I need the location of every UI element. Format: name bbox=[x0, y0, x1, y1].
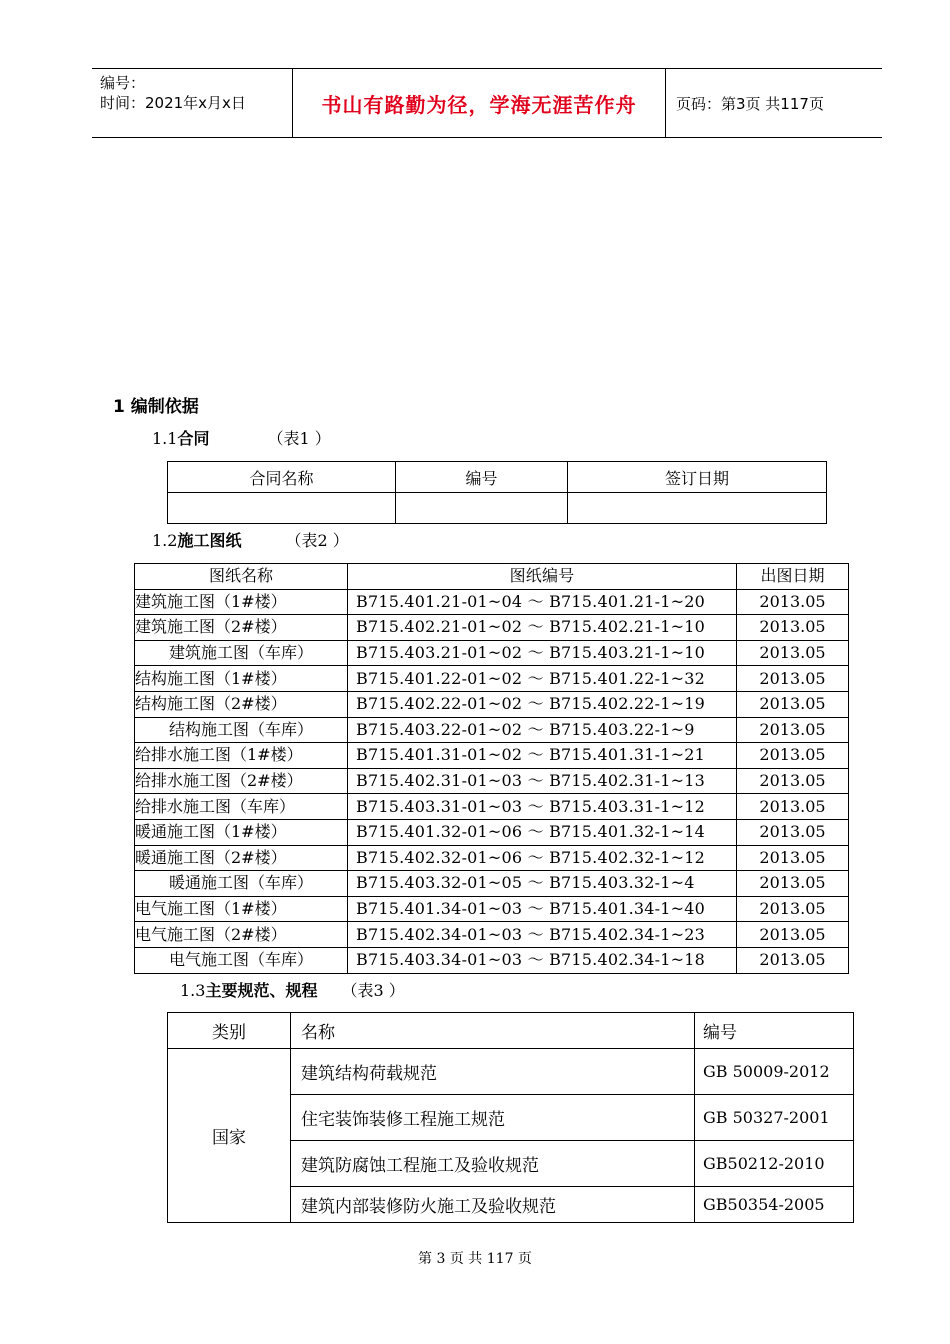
subsection-1-2 bbox=[152, 528, 349, 551]
drawing-name: 暖通施工图（2#楼） bbox=[135, 845, 348, 871]
header-cell: 合同名称 bbox=[168, 462, 396, 493]
standard-name: 住宅装饰装修工程施工规范 bbox=[291, 1095, 695, 1141]
time-label: 时间：2021年x月x日 bbox=[100, 94, 246, 112]
table-header-row bbox=[168, 462, 827, 493]
table-header-row bbox=[168, 1013, 854, 1049]
code-label: 编号： bbox=[100, 74, 146, 92]
drawing-name: 给排水施工图（车库） bbox=[135, 794, 348, 820]
drawing-date: 2013.05 bbox=[737, 845, 849, 871]
subsection-title: 合同 bbox=[177, 429, 210, 448]
drawing-date: 2013.05 bbox=[737, 947, 849, 973]
drawing-date: 2013.05 bbox=[737, 819, 849, 845]
header-motto: 书山有路勤为径，学海无涯苦作舟 bbox=[321, 92, 637, 117]
drawing-date: 2013.05 bbox=[737, 640, 849, 666]
table-row bbox=[135, 947, 849, 973]
header-divider bbox=[665, 69, 666, 137]
drawing-number: B715.401.21-01~04 ～ B715.401.21-1~20 bbox=[348, 589, 737, 615]
standard-code: GB50354-2005 bbox=[695, 1187, 854, 1223]
header-cell: 图纸编号 bbox=[348, 564, 737, 590]
header-meta bbox=[100, 73, 290, 113]
section-title: 1 编制依据 bbox=[113, 397, 199, 417]
subsection-number: 1.1 bbox=[152, 429, 178, 448]
drawing-date: 2013.05 bbox=[737, 691, 849, 717]
page-header bbox=[92, 68, 882, 138]
table-tag: （表2 ） bbox=[285, 531, 349, 550]
drawing-name: 结构施工图（2#楼） bbox=[135, 691, 348, 717]
table-header-row bbox=[135, 564, 849, 590]
table-row bbox=[135, 615, 849, 641]
drawing-date: 2013.05 bbox=[737, 589, 849, 615]
table-row bbox=[135, 768, 849, 794]
standard-name: 建筑结构荷载规范 bbox=[291, 1049, 695, 1095]
table-row bbox=[135, 743, 849, 769]
drawing-name: 给排水施工图（2#楼） bbox=[135, 768, 348, 794]
header-cell: 签订日期 bbox=[568, 462, 827, 493]
subsection-number: 1.2 bbox=[152, 531, 178, 550]
header-cell: 图纸名称 bbox=[135, 564, 348, 590]
table-cell bbox=[568, 493, 827, 524]
subsection-title: 主要规范、规程 bbox=[205, 981, 318, 1000]
drawing-name: 电气施工图（1#楼） bbox=[135, 896, 348, 922]
standard-name: 建筑防腐蚀工程施工及验收规范 bbox=[291, 1141, 695, 1187]
table-row bbox=[168, 493, 827, 524]
standard-code: GB 50009-2012 bbox=[695, 1049, 854, 1095]
drawing-name: 结构施工图（1#楼） bbox=[135, 666, 348, 692]
drawing-number: B715.402.22-01~02 ～ B715.402.22-1~19 bbox=[348, 691, 737, 717]
header-cell: 出图日期 bbox=[737, 564, 849, 590]
subsection-number: 1.3 bbox=[180, 981, 206, 1000]
drawing-number: B715.401.22-01~02 ～ B715.401.22-1~32 bbox=[348, 666, 737, 692]
subsection-title: 施工图纸 bbox=[177, 531, 242, 550]
drawing-date: 2013.05 bbox=[737, 615, 849, 641]
header-cell: 编号 bbox=[396, 462, 568, 493]
drawing-name: 建筑施工图（2#楼） bbox=[135, 615, 348, 641]
standard-code: GB50212-2010 bbox=[695, 1141, 854, 1187]
drawing-date: 2013.05 bbox=[737, 896, 849, 922]
page-footer: 第 3 页 共 117 页 bbox=[418, 1251, 532, 1267]
standard-code: GB 50327-2001 bbox=[695, 1095, 854, 1141]
table-row bbox=[135, 871, 849, 897]
standard-name: 建筑内部装修防火施工及验收规范 bbox=[291, 1187, 695, 1223]
drawing-number: B715.402.34-01~03 ～ B715.402.34-1~23 bbox=[348, 922, 737, 948]
table-row bbox=[168, 1049, 854, 1095]
table-row bbox=[135, 845, 849, 871]
drawing-number: B715.401.32-01~06 ～ B715.401.32-1~14 bbox=[348, 819, 737, 845]
drawing-date: 2013.05 bbox=[737, 871, 849, 897]
drawing-number: B715.402.32-01~06 ～ B715.402.32-1~12 bbox=[348, 845, 737, 871]
header-page-label: 页码：第3页 共117页 bbox=[676, 94, 824, 113]
contract-table bbox=[167, 461, 827, 524]
table-row bbox=[135, 691, 849, 717]
drawing-number: B715.403.21-01~02 ～ B715.403.21-1~10 bbox=[348, 640, 737, 666]
drawing-date: 2013.05 bbox=[737, 717, 849, 743]
table-row bbox=[135, 589, 849, 615]
drawing-number: B715.401.34-01~03 ～ B715.401.34-1~40 bbox=[348, 896, 737, 922]
drawing-number: B715.401.31-01~02 ～ B715.401.31-1~21 bbox=[348, 743, 737, 769]
drawing-number: B715.403.22-01~02 ～ B715.403.22-1~9 bbox=[348, 717, 737, 743]
table-row bbox=[135, 922, 849, 948]
standards-table bbox=[167, 1012, 854, 1223]
drawing-number: B715.402.31-01~03 ～ B715.402.31-1~13 bbox=[348, 768, 737, 794]
drawing-date: 2013.05 bbox=[737, 743, 849, 769]
header-cell: 类别 bbox=[168, 1013, 291, 1049]
header-cell: 名称 bbox=[291, 1013, 695, 1049]
drawing-number: B715.402.21-01~02 ～ B715.402.21-1~10 bbox=[348, 615, 737, 641]
table-cell bbox=[396, 493, 568, 524]
drawing-date: 2013.05 bbox=[737, 666, 849, 692]
drawing-date: 2013.05 bbox=[737, 768, 849, 794]
table-row bbox=[135, 896, 849, 922]
drawing-name: 暖通施工图（车库） bbox=[135, 871, 348, 897]
drawing-name: 电气施工图（2#楼） bbox=[135, 922, 348, 948]
drawings-table bbox=[134, 563, 849, 974]
category-cell: 国家 bbox=[168, 1049, 291, 1223]
drawing-name: 建筑施工图（车库） bbox=[135, 640, 348, 666]
drawing-name: 暖通施工图（1#楼） bbox=[135, 819, 348, 845]
drawing-number: B715.403.32-01~05 ～ B715.403.32-1~4 bbox=[348, 871, 737, 897]
table-row bbox=[135, 666, 849, 692]
drawing-date: 2013.05 bbox=[737, 922, 849, 948]
table-tag: （表3 ） bbox=[341, 981, 405, 1000]
drawing-name: 建筑施工图（1#楼） bbox=[135, 589, 348, 615]
drawing-name: 结构施工图（车库） bbox=[135, 717, 348, 743]
table-row bbox=[135, 717, 849, 743]
drawing-number: B715.403.31-01~03 ～ B715.403.31-1~12 bbox=[348, 794, 737, 820]
subsection-1-1 bbox=[152, 426, 331, 449]
drawing-name: 给排水施工图（1#楼） bbox=[135, 743, 348, 769]
drawing-date: 2013.05 bbox=[737, 794, 849, 820]
drawing-number: B715.403.34-01~03 ～ B715.402.34-1~18 bbox=[348, 947, 737, 973]
table-tag: （表1 ） bbox=[267, 429, 331, 448]
table-row bbox=[135, 794, 849, 820]
drawing-name: 电气施工图（车库） bbox=[135, 947, 348, 973]
table-row bbox=[135, 640, 849, 666]
table-cell bbox=[168, 493, 396, 524]
subsection-1-3 bbox=[180, 978, 405, 1001]
table-row bbox=[135, 819, 849, 845]
header-cell: 编号 bbox=[695, 1013, 854, 1049]
